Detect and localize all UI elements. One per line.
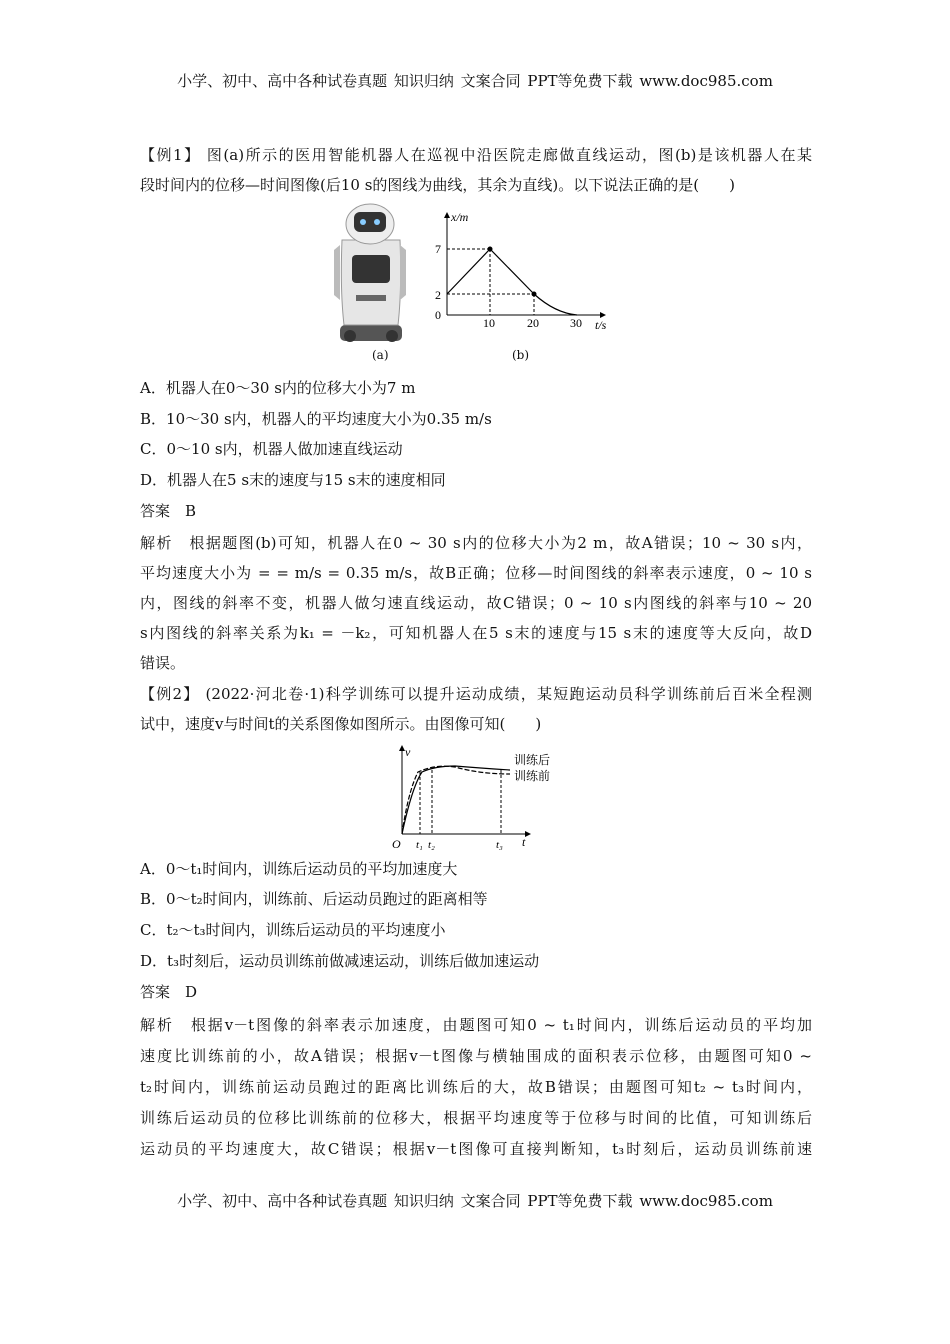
options-line: D．机器人在5 s末的速度与15 s末的速度相同 (140, 471, 446, 489)
analysis-line: 错误。 (140, 654, 186, 672)
answer: 答案 B (140, 502, 197, 520)
analysis-line: 解析 根据题图(b)可知，机器人在0 ~ 30 s内的位移大小为2 m，故A错误；10 ~ 30 s内， (140, 534, 812, 552)
y-axis-label: x/m (451, 210, 469, 224)
x-tick: t₁ (416, 839, 423, 851)
options-line: B．10～30 s内，机器人的平均速度大小为0.35 m/s (140, 410, 492, 428)
figure-b-caption: (b) (512, 348, 530, 362)
velocity-time-graph (390, 742, 570, 852)
page-header: 小学、初中、高中各种试卷真题 知识归纳 文案合同 PPT等免费下载 www.doc985.com (177, 72, 773, 90)
x-tick: t₂ (428, 839, 435, 851)
options-line: C．0～10 s内，机器人做加速直线运动 (140, 440, 403, 458)
robot-image (330, 200, 410, 345)
x-axis-label: t (522, 835, 526, 849)
analysis-line: 解析 根据v－t图像的斜率表示加速度，由题图可知0 ~ t₁时间内，训练后运动员的平均加 (140, 1016, 812, 1034)
y-tick: 2 (435, 288, 441, 302)
analysis-line: 速度比训练前的小，故A错误；根据v－t图像与横轴围成的面积表示位移，由题图可知0 ~ (140, 1047, 812, 1065)
position-time-graph (415, 205, 615, 335)
figure-a-caption: (a) (372, 348, 389, 362)
options-line: C．t₂～t₃时间内，训练后运动员的平均速度小 (140, 921, 446, 939)
x-axis-label: t/s (595, 318, 607, 332)
options-line: D．t₃时刻后，运动员训练前做减速运动，训练后做加速运动 (140, 952, 540, 970)
x-tick: 20 (527, 316, 539, 330)
options-line: A．0～t₁时间内，训练后运动员的平均加速度大 (140, 860, 458, 878)
stem-line: 段时间内的位移—时间图像(后10 s的图线为曲线，其余为直线)。以下说法正确的是( ) (140, 176, 735, 194)
x-tick: 10 (483, 316, 495, 330)
analysis-line: s内图线的斜率关系为k₁ = －k₂，可知机器人在5 s末的速度与15 s末的速度等大反向，故D (140, 624, 812, 642)
analysis-line: 平均速度大小为 = = m/s = 0.35 m/s，故B正确；位移—时间图线的斜率表示速度，0 ~ 10 s (140, 564, 812, 582)
x-tick: 30 (570, 316, 582, 330)
stem-line: 试中，速度v与时间t的关系图像如图所示。由图像可知( ) (140, 715, 542, 733)
analysis-line: 训练后运动员的位移比训练前的位移大，根据平均速度等于位移与时间的比值，可知训练后 (140, 1109, 812, 1127)
answer: 答案 D (140, 983, 198, 1001)
options-line: B．0～t₂时间内，训练前、后运动员跑过的距离相等 (140, 890, 488, 908)
analysis-line: t₂时间内，训练前运动员跑过的距离比训练后的大，故B错误；由题图可知t₂ ~ t₃时间内， (140, 1078, 812, 1096)
analysis-line: 内，图线的斜率不变，机器人做匀速直线运动，故C错误；0 ~ 10 s内图线的斜率与10 ~ 20 (140, 594, 812, 612)
y-tick: 7 (435, 242, 441, 256)
stem-line: 【例1】 图(a)所示的医用智能机器人在巡视中沿医院走廊做直线运动，图(b)是该机器人在某 (140, 146, 812, 164)
origin-label: O (392, 837, 401, 851)
legend-after-training: 训练后 (514, 753, 551, 767)
options-line: A．机器人在0～30 s内的位移大小为7 m (140, 379, 416, 397)
legend-before-training: 训练前 (514, 769, 551, 783)
stem-line: 【例2】 (2022·河北卷·1)科学训练可以提升运动成绩，某短跑运动员科学训练前后百米全程测 (140, 685, 812, 703)
page-footer: 小学、初中、高中各种试卷真题 知识归纳 文案合同 PPT等免费下载 www.doc985.com (177, 1192, 773, 1210)
analysis-line: 运动员的平均速度大，故C错误；根据v－t图像可直接判断知，t₃时刻后，运动员训练前速 (140, 1140, 812, 1158)
x-tick: t₃ (496, 839, 503, 851)
y-axis-label: v (405, 745, 411, 759)
y-tick: 0 (435, 308, 441, 322)
